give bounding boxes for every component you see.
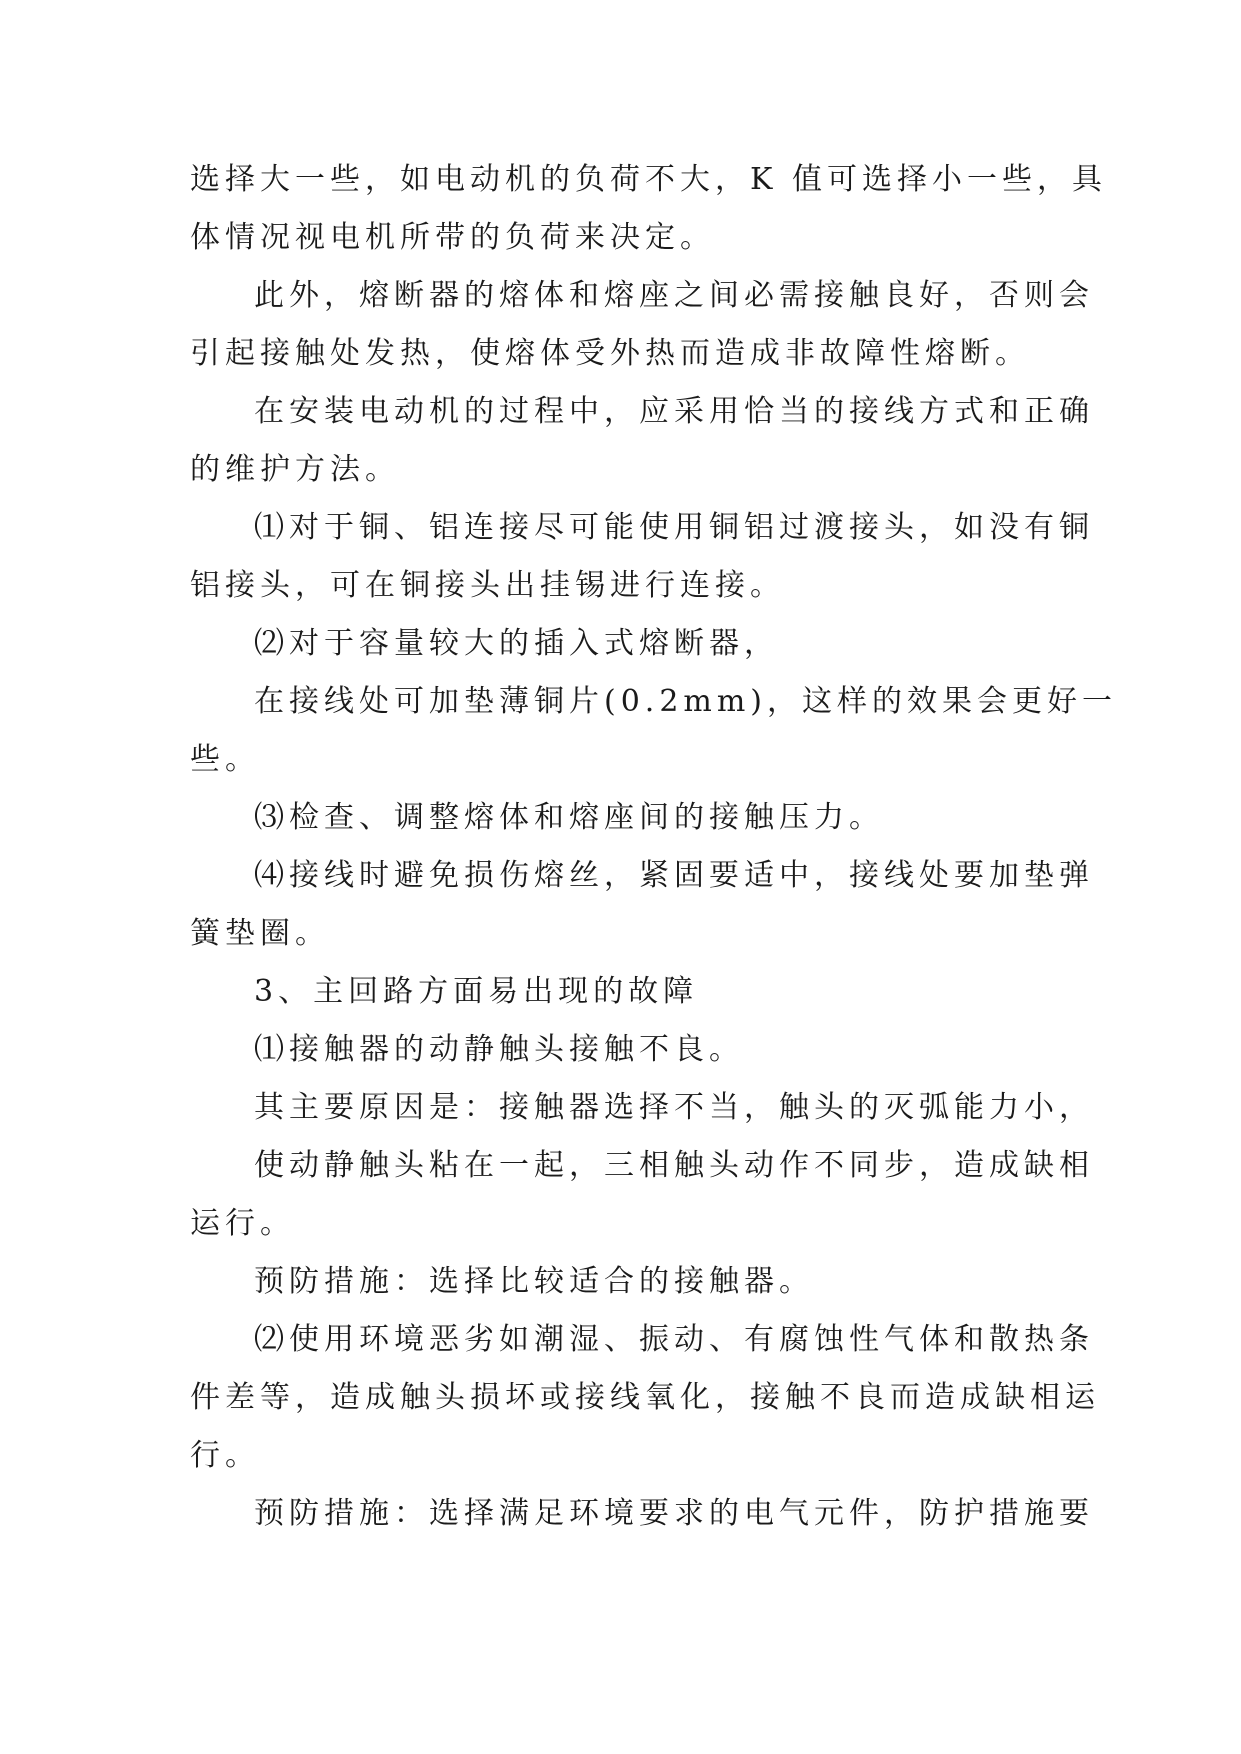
text-line: 在接线处可加垫薄铜片(0.2mm)，这样的效果会更好一 xyxy=(254,684,1118,719)
text-line: 行。 xyxy=(190,1438,260,1473)
text-line: 预防措施：选择比较适合的接触器。 xyxy=(254,1264,814,1299)
text-line: 在安装电动机的过程中，应采用恰当的接线方式和正确 xyxy=(254,394,1094,429)
text-line: 使动静触头粘在一起，三相触头动作不同步，造成缺相 xyxy=(254,1148,1094,1183)
text-line: 此外，熔断器的熔体和熔座之间必需接触良好，否则会 xyxy=(254,278,1094,313)
text-line: 其主要原因是：接触器选择不当，触头的灭弧能力小， xyxy=(254,1090,1094,1125)
text-line: 选择大一些，如电动机的负荷不大，K 值可选择小一些，具 xyxy=(190,162,1107,197)
text-line: ⑵使用环境恶劣如潮湿、振动、有腐蚀性气体和散热条 xyxy=(254,1322,1094,1357)
text-line: 引起接触处发热，使熔体受外热而造成非故障性熔断。 xyxy=(190,336,1030,371)
text-line: ⑵对于容量较大的插入式熔断器， xyxy=(254,626,779,661)
text-line: 3、主回路方面易出现的故障 xyxy=(254,974,699,1009)
text-line: ⑷接线时避免损伤熔丝，紧固要适中，接线处要加垫弹 xyxy=(254,858,1094,893)
text-line: 的维护方法。 xyxy=(190,452,400,487)
text-line: 运行。 xyxy=(190,1206,295,1241)
text-line: ⑴接触器的动静触头接触不良。 xyxy=(254,1032,744,1067)
text-line: 预防措施：选择满足环境要求的电气元件，防护措施要 xyxy=(254,1496,1094,1531)
text-line: ⑶检查、调整熔体和熔座间的接触压力。 xyxy=(254,800,884,835)
text-line: 些。 xyxy=(190,742,260,777)
text-line: 件差等，造成触头损坏或接线氧化，接触不良而造成缺相运 xyxy=(190,1380,1100,1415)
text-line: 铝接头，可在铜接头出挂锡进行连接。 xyxy=(190,568,785,603)
text-line: 体情况视电机所带的负荷来决定。 xyxy=(190,220,715,255)
text-line: ⑴对于铜、铝连接尽可能使用铜铝过渡接头，如没有铜 xyxy=(254,510,1094,545)
text-line: 簧垫圈。 xyxy=(190,916,330,951)
